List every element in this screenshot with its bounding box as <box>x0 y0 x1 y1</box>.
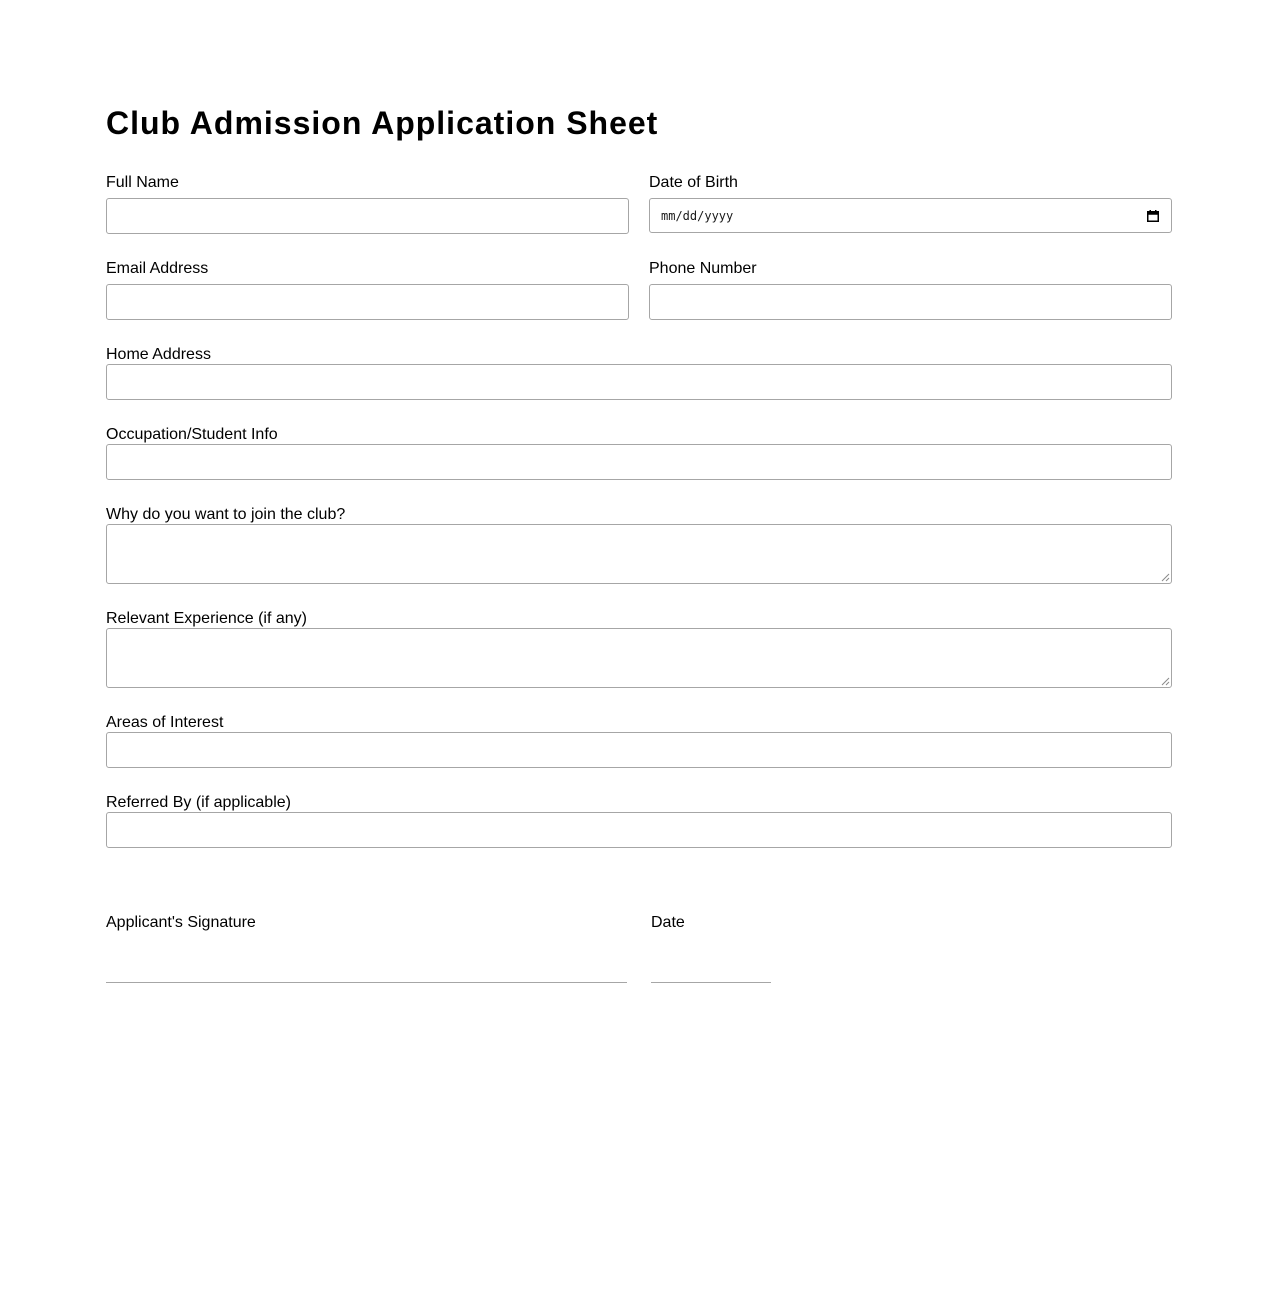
signature-date-label: Date <box>651 914 685 931</box>
phone-number-label: Phone Number <box>649 260 757 277</box>
referred-by-label: Referred By (if applicable) <box>106 794 291 811</box>
resize-handle-icon[interactable] <box>1161 677 1170 686</box>
calendar-icon[interactable] <box>1147 210 1159 222</box>
resize-handle-icon[interactable] <box>1161 573 1170 582</box>
experience-label: Relevant Experience (if any) <box>106 610 307 627</box>
full-name-input[interactable] <box>106 198 629 234</box>
interests-input[interactable] <box>106 732 1172 768</box>
why-join-label: Why do you want to join the club? <box>106 506 346 523</box>
signature-label: Applicant's Signature <box>106 914 256 931</box>
occupation-label: Occupation/Student Info <box>106 426 278 443</box>
phone-number-input[interactable] <box>649 284 1172 320</box>
referred-by-input[interactable] <box>106 812 1172 848</box>
page-title: Club Admission Application Sheet <box>106 105 659 141</box>
date-of-birth-input[interactable] <box>649 198 1172 233</box>
home-address-label: Home Address <box>106 346 211 363</box>
date-of-birth-label: Date of Birth <box>649 174 738 191</box>
signature-date-line <box>651 982 771 983</box>
email-address-label: Email Address <box>106 260 209 277</box>
full-name-label: Full Name <box>106 174 179 191</box>
experience-textarea[interactable] <box>106 628 1172 688</box>
home-address-input[interactable] <box>106 364 1172 400</box>
why-join-textarea[interactable] <box>106 524 1172 584</box>
occupation-input[interactable] <box>106 444 1172 480</box>
email-address-input[interactable] <box>106 284 629 320</box>
interests-label: Areas of Interest <box>106 714 224 731</box>
signature-line <box>106 982 627 983</box>
date-of-birth-placeholder: mm/dd/yyyy <box>661 208 734 223</box>
